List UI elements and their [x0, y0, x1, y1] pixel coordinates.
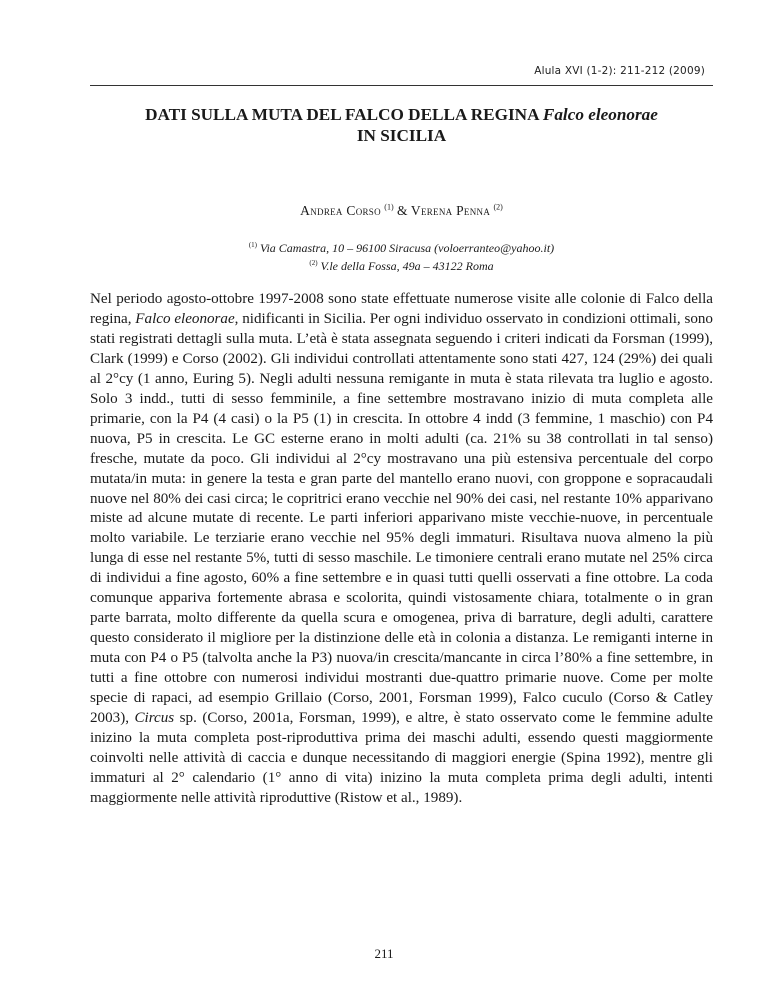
body-text-part-2: , nidificanti in Sicilia. Per ogni individuo osservato in condizioni ottimali, sono stati registrati dettagli sulla muta. L’età è stata assegnata seguendo i criteri indicati da Forsman (1999), Clark (1999) e Corso (2002). Gli individui controllati attentamente sono stati 427, 124 (29%) dei quali al 2°cy (1 anno, Euring 5). Negli adulti nessuna remigante in muta è stata rilevata tra luglio e agosto. Solo 3 indd., tutti di sesso femminile, a fine settembre mostravano inizio di muta completa alle primarie, con la P4 (4 casi) o la P5 (1) in crescita. In ottobre 4 indd (3 femmine, 1 maschio) con P4 nuova, P5 in crescita. Le GC esterne erano in molti adulti (ca. 21% su 38 controllati in tal senso) fresche, mutate da poco. Gli individui al 2°cy mostravano una più estensiva percentuale del corpo mutata/in muta: in genere la testa e gran parte del mantello erano nuovi, con groppone e sopracaudali nuove nel 80% dei casi circa; le copritrici erano vecchie nel 90% dei casi, nel restante 10% apparivano miste ad alcune mutate di recente. Le parti inferiori apparivano miste vecchie-nuove, in percentuale molto variabile. Le terziarie erano vecchie nel 95% degli immaturi. Risultava nuova almeno la più lunga di esse nel restante 5%, tutti di sesso maschile. Le timoniere centrali erano mutate nel 25% circa di individui a fine agosto, 60% a fine settembre e in quasi tutti quelli osservati a fine ottobre. La coda comunque appariva fortemente abrasa e scolorita, quindi vistosamente chiara, totalmente o in gran parte barrata, molto differente da quella scura e omogenea, priva di barrature, degli adulti, carattere questo considerato il migliore per la distinzione delle età in colonia a distanza. Le remiganti interne in muta con P4 o P5 (talvolta anche la P3) nuova/in crescita/mancante in circa l’80% a fine settembre, in tutti a fine ottobre con numerosi individui mostranti due-quattro primarie nuove. Come per molte specie di rapaci, ad esempio Grillaio (Corso, 2001, Forsman 1999), Falco cuculo (Corso & Catley 2003),	[90, 310, 713, 727]
body-paragraph	[90, 290, 713, 809]
author-separator: &	[393, 203, 411, 218]
affiliation-2	[90, 258, 713, 274]
author-1: Andrea Corso	[300, 203, 381, 218]
affiliation-2-text: V.le della Fossa, 49a – 43122 Roma	[320, 259, 494, 273]
body-text-part-1: Nel periodo agosto-ottobre 1997-2008 sono state effettuate numerose visite alle colonie di Falco della regina,	[90, 291, 713, 327]
page-number: 211	[374, 946, 394, 961]
running-head: Alula XVI (1-2): 211-212 (2009)	[534, 65, 705, 77]
affiliation-1	[90, 240, 713, 256]
body-text-part-3: sp. (Corso, 2001a, Forsman, 1999), e altre, è stato osservato come le femmine adulte inizino la muta completa post-riproduttiva prima dei maschi adulti, essendo questi maggiormente coinvolti nelle attività di caccia e dunque necessitando di maggiori energie (Spina 1992), mentre gli immaturi al 2° calendario (1° anno di vita) inizino la muta completa prima degli adulti, intenti maggiormente nelle attività riproduttive (Ristow et al., 1989).	[90, 710, 713, 806]
affiliation-2-marker: (2)	[309, 259, 318, 267]
title-line-2: IN SICILIA	[356, 126, 447, 145]
author-1-affil-marker: (1)	[384, 202, 394, 212]
author-2: Verena Penna	[410, 203, 491, 218]
genus-name: Circus	[134, 710, 175, 727]
title-species: Falco eleonorae	[542, 105, 658, 124]
affiliation-1-text: Via Camastra, 10 – 96100 Siracusa (voloerranteo@yahoo.it)	[260, 241, 555, 255]
header-rule	[90, 85, 713, 86]
species-name: Falco eleonorae	[135, 310, 235, 327]
author-line	[90, 203, 713, 219]
author-2-affil-marker: (2)	[493, 202, 503, 212]
title-text: DATI SULLA MUTA DEL FALCO DELLA REGINA	[145, 105, 543, 124]
article-title	[90, 104, 713, 146]
affiliation-1-marker: (1)	[248, 241, 258, 249]
